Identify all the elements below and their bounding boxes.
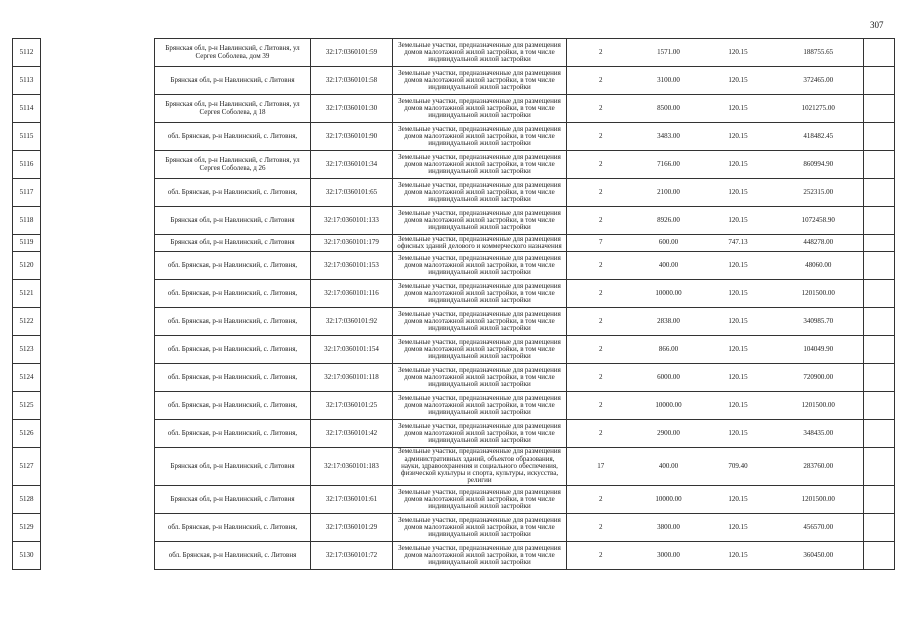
area-cell: 10000.00 [635, 280, 703, 308]
spacer-cell [41, 514, 155, 542]
group-code-cell: 2 [567, 95, 635, 123]
land-purpose-cell: Земельные участки, предназначенные для размещения домов малоэтажной жилой застройки, в том числе индивидуальной жилой застройки [393, 207, 567, 235]
group-code-cell: 2 [567, 207, 635, 235]
table-row [13, 235, 895, 252]
address-cell: Брянская обл, р-н Навлинский, с Литовня [155, 448, 311, 486]
area-cell: 400.00 [635, 448, 703, 486]
row-number-cell: 5113 [13, 67, 41, 95]
row-number-cell: 5117 [13, 179, 41, 207]
land-purpose-cell: Земельные участки, предназначенные для размещения домов малоэтажной жилой застройки, в том числе индивидуальной жилой застройки [393, 336, 567, 364]
specific-value-cell: 120.15 [703, 280, 774, 308]
table-row [13, 123, 895, 151]
table-row [13, 207, 895, 235]
specific-value-cell: 120.15 [703, 486, 774, 514]
trailing-empty-cell [864, 542, 895, 570]
land-purpose-cell: Земельные участки, предназначенные для размещения домов малоэтажной жилой застройки, в том числе индивидуальной жилой застройки [393, 39, 567, 67]
area-cell: 3800.00 [635, 514, 703, 542]
specific-value-cell: 120.15 [703, 95, 774, 123]
group-code-cell: 2 [567, 39, 635, 67]
table-row [13, 392, 895, 420]
table-row [13, 95, 895, 123]
spacer-cell [41, 39, 155, 67]
address-cell: обл. Брянская, р-н Навлинский, с. Литовня, [155, 280, 311, 308]
land-purpose-cell: Земельные участки, предназначенные для размещения домов малоэтажной жилой застройки, в том числе индивидуальной жилой застройки [393, 95, 567, 123]
row-number-cell: 5130 [13, 542, 41, 570]
land-purpose-cell: Земельные участки, предназначенные для размещения домов малоэтажной жилой застройки, в том числе индивидуальной жилой застройки [393, 67, 567, 95]
address-cell: обл. Брянская, р-н Навлинский, с. Литовня, [155, 420, 311, 448]
specific-value-cell: 120.15 [703, 179, 774, 207]
land-purpose-cell: Земельные участки, предназначенные для размещения домов малоэтажной жилой застройки, в том числе индивидуальной жилой застройки [393, 280, 567, 308]
cadastral-value-cell: 340985.70 [774, 308, 864, 336]
area-cell: 3000.00 [635, 542, 703, 570]
group-code-cell: 2 [567, 252, 635, 280]
cadastral-value-cell: 1201500.00 [774, 486, 864, 514]
area-cell: 10000.00 [635, 486, 703, 514]
address-cell: Брянская обл, р-н Навлинский, с Литовня, ул Сергея Соболева, дом 39 [155, 39, 311, 67]
trailing-empty-cell [864, 123, 895, 151]
table-row [13, 542, 895, 570]
cadastral-number-cell: 32:17:0360101:133 [311, 207, 393, 235]
table-body [13, 39, 895, 570]
land-purpose-cell: Земельные участки, предназначенные для размещения домов малоэтажной жилой застройки, в том числе индивидуальной жилой застройки [393, 420, 567, 448]
land-purpose-cell: Земельные участки, предназначенные для размещения домов малоэтажной жилой застройки, в том числе индивидуальной жилой застройки [393, 151, 567, 179]
address-cell: Брянская обл, р-н Навлинский, с Литовня [155, 67, 311, 95]
row-number-cell: 5120 [13, 252, 41, 280]
spacer-cell [41, 392, 155, 420]
cadastral-number-cell: 32:17:0360101:58 [311, 67, 393, 95]
page-number: 307 [870, 20, 884, 30]
trailing-empty-cell [864, 95, 895, 123]
land-purpose-cell: Земельные участки, предназначенные для размещения домов малоэтажной жилой застройки, в том числе индивидуальной жилой застройки [393, 179, 567, 207]
row-number-cell: 5121 [13, 280, 41, 308]
spacer-cell [41, 486, 155, 514]
cadastral-value-cell: 372465.00 [774, 67, 864, 95]
table-row [13, 420, 895, 448]
cadastral-value-cell: 720900.00 [774, 364, 864, 392]
spacer-cell [41, 151, 155, 179]
row-number-cell: 5127 [13, 448, 41, 486]
cadastral-value-cell: 448278.00 [774, 235, 864, 252]
land-purpose-cell: Земельные участки, предназначенные для размещения офисных зданий делового и коммерческого назначения [393, 235, 567, 252]
address-cell: Брянская обл, р-н Навлинский, с Литовня [155, 207, 311, 235]
table-row [13, 448, 895, 486]
cadastral-value-cell: 1021275.00 [774, 95, 864, 123]
group-code-cell: 7 [567, 235, 635, 252]
row-number-cell: 5116 [13, 151, 41, 179]
specific-value-cell: 120.15 [703, 364, 774, 392]
address-cell: Брянская обл, р-н Навлинский, с Литовня, ул Сергея Соболева, д 26 [155, 151, 311, 179]
group-code-cell: 2 [567, 151, 635, 179]
trailing-empty-cell [864, 308, 895, 336]
trailing-empty-cell [864, 336, 895, 364]
spacer-cell [41, 364, 155, 392]
group-code-cell: 17 [567, 448, 635, 486]
cadastral-number-cell: 32:17:0360101:72 [311, 542, 393, 570]
group-code-cell: 2 [567, 392, 635, 420]
cadastral-number-cell: 32:17:0360101:154 [311, 336, 393, 364]
specific-value-cell: 120.15 [703, 207, 774, 235]
spacer-cell [41, 420, 155, 448]
cadastral-value-cell: 1201500.00 [774, 280, 864, 308]
cadastral-number-cell: 32:17:0360101:42 [311, 420, 393, 448]
group-code-cell: 2 [567, 67, 635, 95]
spacer-cell [41, 336, 155, 364]
table-row [13, 179, 895, 207]
cadastral-number-cell: 32:17:0360101:183 [311, 448, 393, 486]
group-code-cell: 2 [567, 364, 635, 392]
specific-value-cell: 120.15 [703, 336, 774, 364]
cadastral-value-cell: 1201500.00 [774, 392, 864, 420]
cadastral-number-cell: 32:17:0360101:116 [311, 280, 393, 308]
cadastral-number-cell: 32:17:0360101:90 [311, 123, 393, 151]
cadastral-value-cell: 283760.00 [774, 448, 864, 486]
row-number-cell: 5128 [13, 486, 41, 514]
table-row [13, 364, 895, 392]
land-purpose-cell: Земельные участки, предназначенные для размещения домов малоэтажной жилой застройки, в том числе индивидуальной жилой застройки [393, 364, 567, 392]
address-cell: обл. Брянская, р-н Навлинский, с. Литовня, [155, 179, 311, 207]
trailing-empty-cell [864, 252, 895, 280]
row-number-cell: 5129 [13, 514, 41, 542]
spacer-cell [41, 179, 155, 207]
spacer-cell [41, 448, 155, 486]
area-cell: 2900.00 [635, 420, 703, 448]
group-code-cell: 2 [567, 336, 635, 364]
trailing-empty-cell [864, 151, 895, 179]
table-row [13, 336, 895, 364]
land-purpose-cell: Земельные участки, предназначенные для размещения домов малоэтажной жилой застройки, в том числе индивидуальной жилой застройки [393, 486, 567, 514]
spacer-cell [41, 542, 155, 570]
cadastral-number-cell: 32:17:0360101:118 [311, 364, 393, 392]
area-cell: 400.00 [635, 252, 703, 280]
cadastral-value-cell: 860994.90 [774, 151, 864, 179]
cadastral-number-cell: 32:17:0360101:179 [311, 235, 393, 252]
address-cell: обл. Брянская, р-н Навлинский, с. Литовня, [155, 336, 311, 364]
area-cell: 3100.00 [635, 67, 703, 95]
cadastral-value-cell: 48060.00 [774, 252, 864, 280]
area-cell: 10000.00 [635, 392, 703, 420]
trailing-empty-cell [864, 514, 895, 542]
row-number-cell: 5123 [13, 336, 41, 364]
trailing-empty-cell [864, 179, 895, 207]
land-purpose-cell: Земельные участки, предназначенные для размещения домов малоэтажной жилой застройки, в том числе индивидуальной жилой застройки [393, 514, 567, 542]
cadastral-value-cell: 348435.00 [774, 420, 864, 448]
table-row [13, 280, 895, 308]
cadastral-number-cell: 32:17:0360101:29 [311, 514, 393, 542]
land-purpose-cell: Земельные участки, предназначенные для размещения домов малоэтажной жилой застройки, в том числе индивидуальной жилой застройки [393, 542, 567, 570]
address-cell: обл. Брянская, р-н Навлинский, с. Литовня, [155, 364, 311, 392]
cadastral-value-cell: 104049.90 [774, 336, 864, 364]
address-cell: обл. Брянская, р-н Навлинский, с. Литовня, [155, 392, 311, 420]
trailing-empty-cell [864, 207, 895, 235]
area-cell: 1571.00 [635, 39, 703, 67]
cadastral-number-cell: 32:17:0360101:34 [311, 151, 393, 179]
address-cell: обл. Брянская, р-н Навлинский, с. Литовня, [155, 123, 311, 151]
address-cell: Брянская обл, р-н Навлинский, с Литовня, ул Сергея Соболева, д 18 [155, 95, 311, 123]
group-code-cell: 2 [567, 486, 635, 514]
land-purpose-cell: Земельные участки, предназначенные для размещения домов малоэтажной жилой застройки, в том числе индивидуальной жилой застройки [393, 392, 567, 420]
specific-value-cell: 120.15 [703, 252, 774, 280]
specific-value-cell: 120.15 [703, 542, 774, 570]
specific-value-cell: 120.15 [703, 39, 774, 67]
row-number-cell: 5122 [13, 308, 41, 336]
table-row [13, 308, 895, 336]
land-purpose-cell: Земельные участки, предназначенные для размещения административных зданий, объектов образования, науки, здравоохранения и социального обеспечения, физической культуры и спорта, культуры, искусства, религии [393, 448, 567, 486]
specific-value-cell: 747.13 [703, 235, 774, 252]
cadastral-number-cell: 32:17:0360101:61 [311, 486, 393, 514]
group-code-cell: 2 [567, 514, 635, 542]
area-cell: 8500.00 [635, 95, 703, 123]
specific-value-cell: 120.15 [703, 123, 774, 151]
group-code-cell: 2 [567, 308, 635, 336]
group-code-cell: 2 [567, 179, 635, 207]
cadastral-value-cell: 252315.00 [774, 179, 864, 207]
trailing-empty-cell [864, 392, 895, 420]
table-row [13, 67, 895, 95]
address-cell: Брянская обл, р-н Навлинский, с Литовня [155, 486, 311, 514]
specific-value-cell: 120.15 [703, 514, 774, 542]
spacer-cell [41, 308, 155, 336]
trailing-empty-cell [864, 364, 895, 392]
cadastral-number-cell: 32:17:0360101:59 [311, 39, 393, 67]
specific-value-cell: 709.40 [703, 448, 774, 486]
table-row [13, 252, 895, 280]
trailing-empty-cell [864, 486, 895, 514]
spacer-cell [41, 280, 155, 308]
land-purpose-cell: Земельные участки, предназначенные для размещения домов малоэтажной жилой застройки, в том числе индивидуальной жилой застройки [393, 252, 567, 280]
trailing-empty-cell [864, 420, 895, 448]
area-cell: 6000.00 [635, 364, 703, 392]
group-code-cell: 2 [567, 280, 635, 308]
cadastral-number-cell: 32:17:0360101:92 [311, 308, 393, 336]
trailing-empty-cell [864, 448, 895, 486]
row-number-cell: 5112 [13, 39, 41, 67]
row-number-cell: 5118 [13, 207, 41, 235]
address-cell: обл. Брянская, р-н Навлинский, с. Литовня, [155, 514, 311, 542]
address-cell: обл. Брянская, р-н Навлинский, с. Литовня, [155, 308, 311, 336]
area-cell: 866.00 [635, 336, 703, 364]
area-cell: 600.00 [635, 235, 703, 252]
row-number-cell: 5114 [13, 95, 41, 123]
cadastral-number-cell: 32:17:0360101:30 [311, 95, 393, 123]
spacer-cell [41, 67, 155, 95]
area-cell: 7166.00 [635, 151, 703, 179]
spacer-cell [41, 252, 155, 280]
cadastral-value-cell: 188755.65 [774, 39, 864, 67]
spacer-cell [41, 207, 155, 235]
row-number-cell: 5125 [13, 392, 41, 420]
row-number-cell: 5115 [13, 123, 41, 151]
specific-value-cell: 120.15 [703, 392, 774, 420]
cadastral-value-cell: 418482.45 [774, 123, 864, 151]
table-row [13, 39, 895, 67]
group-code-cell: 2 [567, 420, 635, 448]
specific-value-cell: 120.15 [703, 151, 774, 179]
cadastral-number-cell: 32:17:0360101:153 [311, 252, 393, 280]
spacer-cell [41, 123, 155, 151]
address-cell: обл. Брянская, р-н Навлинский, с. Литовня [155, 542, 311, 570]
row-number-cell: 5124 [13, 364, 41, 392]
specific-value-cell: 120.15 [703, 308, 774, 336]
cadastral-number-cell: 32:17:0360101:65 [311, 179, 393, 207]
cadastral-value-cell: 360450.00 [774, 542, 864, 570]
cadastral-value-table [12, 38, 895, 570]
area-cell: 2100.00 [635, 179, 703, 207]
spacer-cell [41, 95, 155, 123]
table-row [13, 151, 895, 179]
cadastral-number-cell: 32:17:0360101:25 [311, 392, 393, 420]
trailing-empty-cell [864, 280, 895, 308]
table-row [13, 486, 895, 514]
row-number-cell: 5119 [13, 235, 41, 252]
land-purpose-cell: Земельные участки, предназначенные для размещения домов малоэтажной жилой застройки, в том числе индивидуальной жилой застройки [393, 308, 567, 336]
row-number-cell: 5126 [13, 420, 41, 448]
cadastral-value-cell: 1072458.90 [774, 207, 864, 235]
trailing-empty-cell [864, 67, 895, 95]
trailing-empty-cell [864, 235, 895, 252]
address-cell: обл. Брянская, р-н Навлинский, с. Литовня, [155, 252, 311, 280]
area-cell: 2838.00 [635, 308, 703, 336]
specific-value-cell: 120.15 [703, 67, 774, 95]
group-code-cell: 2 [567, 542, 635, 570]
cadastral-value-cell: 456570.00 [774, 514, 864, 542]
group-code-cell: 2 [567, 123, 635, 151]
address-cell: Брянская обл, р-н Навлинский, с Литовня [155, 235, 311, 252]
land-purpose-cell: Земельные участки, предназначенные для размещения домов малоэтажной жилой застройки, в том числе индивидуальной жилой застройки [393, 123, 567, 151]
table-row [13, 514, 895, 542]
specific-value-cell: 120.15 [703, 420, 774, 448]
area-cell: 3483.00 [635, 123, 703, 151]
spacer-cell [41, 235, 155, 252]
trailing-empty-cell [864, 39, 895, 67]
area-cell: 8926.00 [635, 207, 703, 235]
